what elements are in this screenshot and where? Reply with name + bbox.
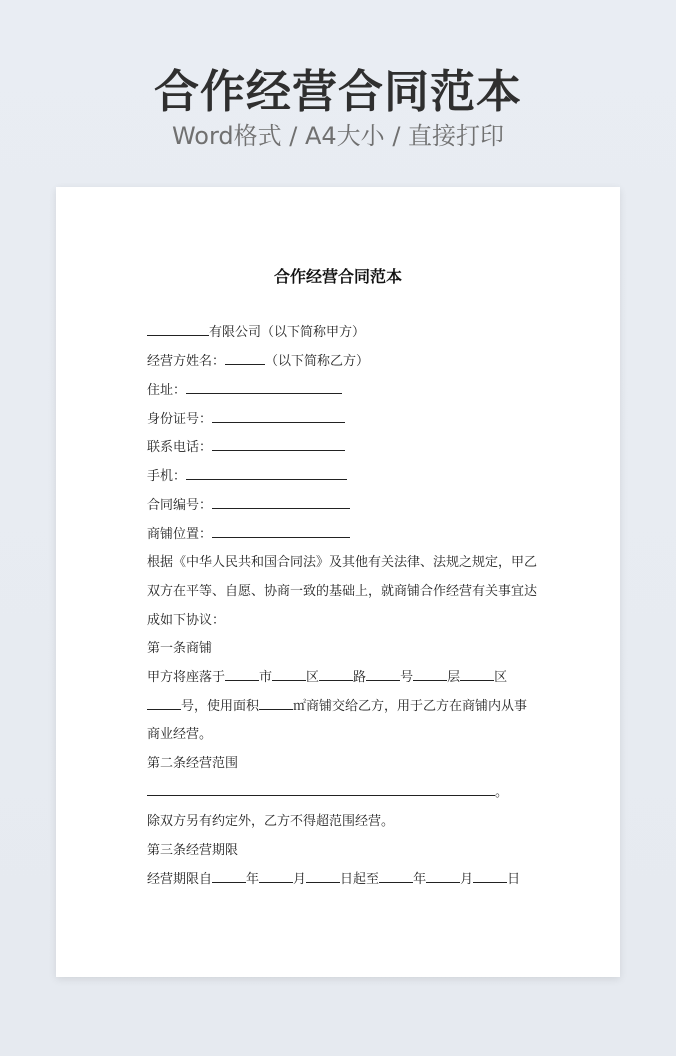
banner-title: 合作经营合同范本: [153, 65, 522, 118]
art1-text-2: 市: [259, 670, 273, 685]
party-a-text: 有限公司（以下简称甲方）: [209, 325, 366, 340]
contract-number-line: [147, 496, 350, 516]
city-blank: [225, 668, 259, 681]
term-text-3: 月: [293, 872, 307, 887]
shop-location-line: [147, 525, 350, 545]
art1-text-3: 区: [306, 670, 320, 685]
start-month-blank: [259, 870, 293, 883]
mobile-line: [147, 467, 347, 487]
party-a-blank: [147, 323, 209, 336]
start-year-blank: [212, 870, 246, 883]
term-text-7: 日: [507, 872, 521, 887]
floor-blank: [413, 668, 447, 681]
shop-location-label: 商铺位置：: [147, 527, 213, 542]
number-blank: [366, 668, 400, 681]
road-blank: [319, 668, 353, 681]
phone-label: 联系电话：: [147, 440, 213, 455]
party-a-line: [147, 323, 365, 343]
end-day-blank: [473, 870, 507, 883]
term-text-1: 经营期限自: [147, 872, 213, 887]
banner-subtitle: Word格式 / A4大小 / 直接打印: [171, 122, 505, 150]
phone-line: [147, 438, 345, 458]
article-1-line-3: 商业经营。: [147, 727, 213, 742]
start-day-blank: [306, 870, 340, 883]
term-line: [147, 870, 520, 890]
term-text-2: 年: [246, 872, 260, 887]
business-scope-blank: [147, 783, 495, 796]
art1-text-9: ㎡商铺交给乙方，用于乙方在商铺内从事: [293, 699, 528, 714]
zone-blank: [460, 668, 494, 681]
art1-text-4: 路: [353, 670, 367, 685]
article-1-heading: 第一条商铺: [147, 641, 213, 656]
contract-number-label: 合同编号：: [147, 498, 213, 513]
id-number-label: 身份证号：: [147, 412, 213, 427]
district-blank: [272, 668, 306, 681]
area-blank: [259, 697, 293, 710]
art1-text-6: 层: [447, 670, 461, 685]
business-scope-end: 。: [495, 785, 509, 800]
term-text-4: 日起至: [340, 872, 380, 887]
party-b-label: 经营方姓名：: [147, 354, 226, 369]
art1-text-5: 号: [400, 670, 414, 685]
phone-blank: [212, 438, 345, 451]
unit-blank: [147, 697, 181, 710]
business-scope-line: [147, 783, 508, 803]
party-b-blank: [225, 352, 265, 365]
end-month-blank: [426, 870, 460, 883]
document-page: [56, 187, 620, 977]
term-text-5: 年: [413, 872, 427, 887]
art1-text-1: 甲方将座落于: [147, 670, 226, 685]
article-1-line-2: [147, 697, 527, 717]
term-text-6: 月: [460, 872, 474, 887]
article-2-heading: 第二条经营范围: [147, 756, 239, 771]
address-label: 住址：: [147, 383, 187, 398]
preamble-line-1: 根据《中华人民共和国合同法》及其他有关法律、法规之规定，甲乙: [147, 555, 538, 570]
mobile-blank: [186, 467, 347, 480]
shop-location-blank: [212, 525, 350, 538]
preamble-line-3: 成如下协议：: [147, 613, 226, 628]
party-b-line: [147, 352, 369, 372]
address-blank: [186, 381, 342, 394]
document-title: 合作经营合同范本: [273, 267, 402, 286]
end-year-blank: [379, 870, 413, 883]
art1-text-7: 区: [494, 670, 508, 685]
article-2-text: 除双方另有约定外，乙方不得超范围经营。: [147, 814, 395, 829]
party-b-text: （以下简称乙方）: [265, 354, 370, 369]
contract-number-blank: [212, 496, 350, 509]
article-3-heading: 第三条经营期限: [147, 843, 239, 858]
id-number-blank: [212, 410, 345, 423]
id-number-line: [147, 410, 345, 430]
article-1-line-1: [147, 668, 507, 688]
preamble-line-2: 双方在平等、自愿、协商一致的基础上，就商铺合作经营有关事宜达: [147, 584, 538, 599]
mobile-label: 手机：: [147, 469, 187, 484]
address-line: [147, 381, 342, 401]
art1-text-8: 号，使用面积: [181, 699, 260, 714]
